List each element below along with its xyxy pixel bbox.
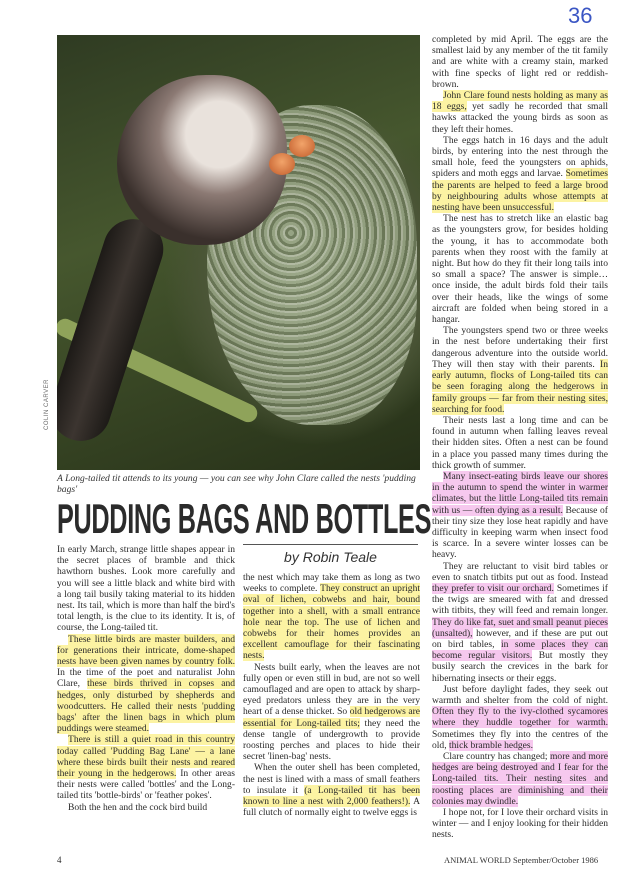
article-column-middle — [243, 572, 420, 818]
text-segment: however, and if these are put out on bird tables, — [432, 627, 608, 650]
text-segment: completed by mid April. The eggs are the smallest laid by any member of the tit family and are white with a creamy stain, marked with fine specks of light red or reddish-brown. — [432, 34, 608, 90]
text-segment: In early March, strange little shapes appear in the secret places of bramble and thick hawthorn bushes. Look more carefully and you will see a little black and white bird with a long tail busily taking material to its hidden nest. Its tail, which is more than half the bird's total length, is the clue to its identity. It is, of course, the Long-tailed tit. — [57, 544, 235, 634]
text-segment: Because of their tiny size they lose heat rapidly and have difficulty in keeping warm when insect food is scarce. In a severe winter losses can be heavy. — [432, 504, 608, 561]
byline-rule — [243, 544, 418, 545]
text-segment: A full clutch of normally eight to twelve eggs is — [243, 796, 420, 819]
article-headline: PUDDING BAGS AND BOTTLES — [57, 495, 432, 542]
text-segment: Their nests last a long time and can be found in autumn when falling leaves reveal their hidden sites. Often a nest can be found in a place you passed many times during the thick growth of summer. — [432, 414, 608, 471]
article-paragraph — [57, 802, 235, 813]
text-segment: The eggs hatch in 16 days and the adult birds, by entering into the nest through the small hole, feed the youngsters on aphids, spiders and moth eggs and larvae. — [432, 134, 608, 180]
text-segment: In other areas their nests were called 'bottles' and the Long-tailed tits 'bottle-birds' or 'feather pokes'. — [57, 768, 235, 802]
text-segment: The nest has to stretch like an elastic bag as the youngsters grow, for besides holding the young, it has to accommodate both parents when they roost with the family at night. But how do they fit their long tails into so small a space? The answer is simple…once inside, the adult birds fold their tails over their heads, like the wings of some aircraft are folded when being stored in a hangar. — [432, 213, 608, 326]
highlighted-text: thick bramble hedges. — [448, 739, 534, 751]
text-segment: When the outer shell has been completed, the nest is lined with a mass of small feathers to insulate it — [243, 762, 420, 796]
highlighted-text: In early autumn, flocks of Long-tailed tits can be seen foraging along the hedgerows in family groups — far from their nesting sites, searching for food. — [432, 358, 608, 415]
highlighted-text: There is still a quiet road in this country today called 'Pudding Bag Lane' — a lane where these birds built their nests and reared their young in the hedgerows. — [57, 734, 235, 780]
article-paragraph — [432, 807, 608, 841]
article-paragraph — [432, 471, 608, 561]
text-segment: Sometimes if the twigs are smeared with fat and dressed with titbits, they will feed and remain longer. — [432, 582, 608, 617]
handwritten-page-mark: 36 — [568, 3, 593, 28]
article-paragraph — [432, 561, 608, 684]
article-paragraph — [432, 213, 608, 325]
photo-caption: A Long-tailed tit attends to its young — you can see why John Clare called the nests 'pudding bags' — [57, 473, 416, 495]
article-column-right — [432, 34, 608, 841]
text-segment: they need the dense tangle of undergrowth to provide roosting perches and places to hide their secret 'linen-bag' nests. — [243, 717, 420, 763]
article-paragraph — [57, 634, 235, 735]
highlighted-text: more and more hedges are being destroyed and I fear for the Long-tailed tits. Their nesting sites and roosting places are diminishing and their colonies may dwindle. — [432, 751, 608, 807]
highlighted-text: John Clare found nests holding as many as 18 eggs, — [432, 90, 608, 113]
highlighted-text: They do like fat, suet and small peanut pieces (unsalted), — [432, 616, 608, 639]
article-paragraph — [243, 662, 420, 763]
highlighted-text: old hedgerows are essential for Long-tailed tits; — [243, 706, 420, 729]
byline: by Robin Teale — [284, 549, 377, 565]
text-segment: Clare country has changed; — [443, 751, 550, 762]
text-segment: Both the hen and the cock bird build — [68, 801, 208, 813]
article-paragraph — [57, 544, 235, 634]
text-segment: The youngsters spend two or three weeks in the nest before undertaking their first dangerous adventure into the outside world. They will then stay with their parents. — [432, 325, 608, 370]
highlighted-text: These little birds are master builders, and for generations their intricate, dome-shaped nests have been given names by country folk. — [57, 633, 235, 668]
highlighted-text: (a Long-tailed tit has been known to line a nest with 2,000 feathers!). — [243, 784, 420, 808]
highlighted-text: Often they fly to the ivy-clothed sycamores where they huddle together for warmth. — [432, 706, 608, 729]
highlighted-text: Sometimes the parents are helped to feed a large brood by neighbouring adults whose attempts at nesting have been unsuccessful. — [432, 168, 608, 214]
highlighted-text: in some places they can become regular visitors. — [432, 638, 608, 662]
text-segment: But mostly they busily search the crevices in the bark for hibernating insects or their eggs. — [432, 650, 608, 684]
highlighted-text: They construct an upright oval of lichen, cobwebs and hair, bound together into a shell, with a small entrance hole near the top. The use of lichen and cobwebs for their homes provides an excellent camouflage for their fascinating nests. — [243, 583, 420, 662]
article-paragraph — [243, 762, 420, 818]
text-segment: Sometimes they fly into the centres of the old, — [432, 728, 608, 751]
highlighted-text: Many insect-eating birds leave our shores in the autumn to spend the winter in warmer climates, but the little Long-tailed tits remain with us — often dying as a result. — [432, 470, 608, 516]
bird-photo — [57, 35, 420, 470]
text-segment: yet sadly he recorded that small hawks attacked the young birds as soon as they left their homes. — [432, 101, 608, 135]
article-paragraph — [432, 135, 608, 213]
magazine-footer: ANIMAL WORLD September/October 1986 — [444, 855, 599, 865]
text-segment: They are reluctant to visit bird tables or even to snatch titbits put out as food. Instead — [432, 560, 608, 583]
text-segment: I hope not, for I love their orchard visits in winter — and I enjoy looking for their hidden nests. — [432, 807, 608, 841]
text-segment: Nests built early, when the leaves are not fully open or even still in bud, are not so well camouflaged and are open to attack by sharp-eyed predators unless they are in the very heart of a dense thicket. So — [243, 661, 420, 718]
highlighted-text: they prefer to visit our orchard. — [432, 582, 554, 594]
article-column-left — [57, 544, 235, 813]
article-paragraph — [432, 325, 608, 415]
chick-illustration — [289, 135, 315, 157]
photo-credit: COLIN CARVER — [44, 379, 50, 430]
text-segment: Just before daylight fades, they seek out warmth and shelter from the cold of night. — [432, 683, 608, 706]
article-paragraph — [432, 684, 608, 751]
article-paragraph — [57, 734, 235, 801]
text-segment: In the time of the poet and naturalist John Clare, — [57, 667, 235, 690]
long-tailed-tit-illustration — [117, 75, 287, 245]
page-number: 4 — [57, 855, 62, 865]
article-paragraph — [432, 751, 608, 807]
article-paragraph — [432, 415, 608, 471]
article-paragraph — [243, 572, 420, 662]
text-segment: the nest which may take them as long as two weeks to complete. — [243, 572, 420, 595]
article-paragraph — [432, 34, 608, 90]
chick-illustration — [269, 153, 295, 175]
highlighted-text: these birds thrived in copses and hedges, only disturbed by shepherds and woodcutters. He called their nests 'pudding bags' after the linen bags in which plum puddings were steamed. — [57, 678, 235, 735]
article-paragraph — [432, 90, 608, 135]
